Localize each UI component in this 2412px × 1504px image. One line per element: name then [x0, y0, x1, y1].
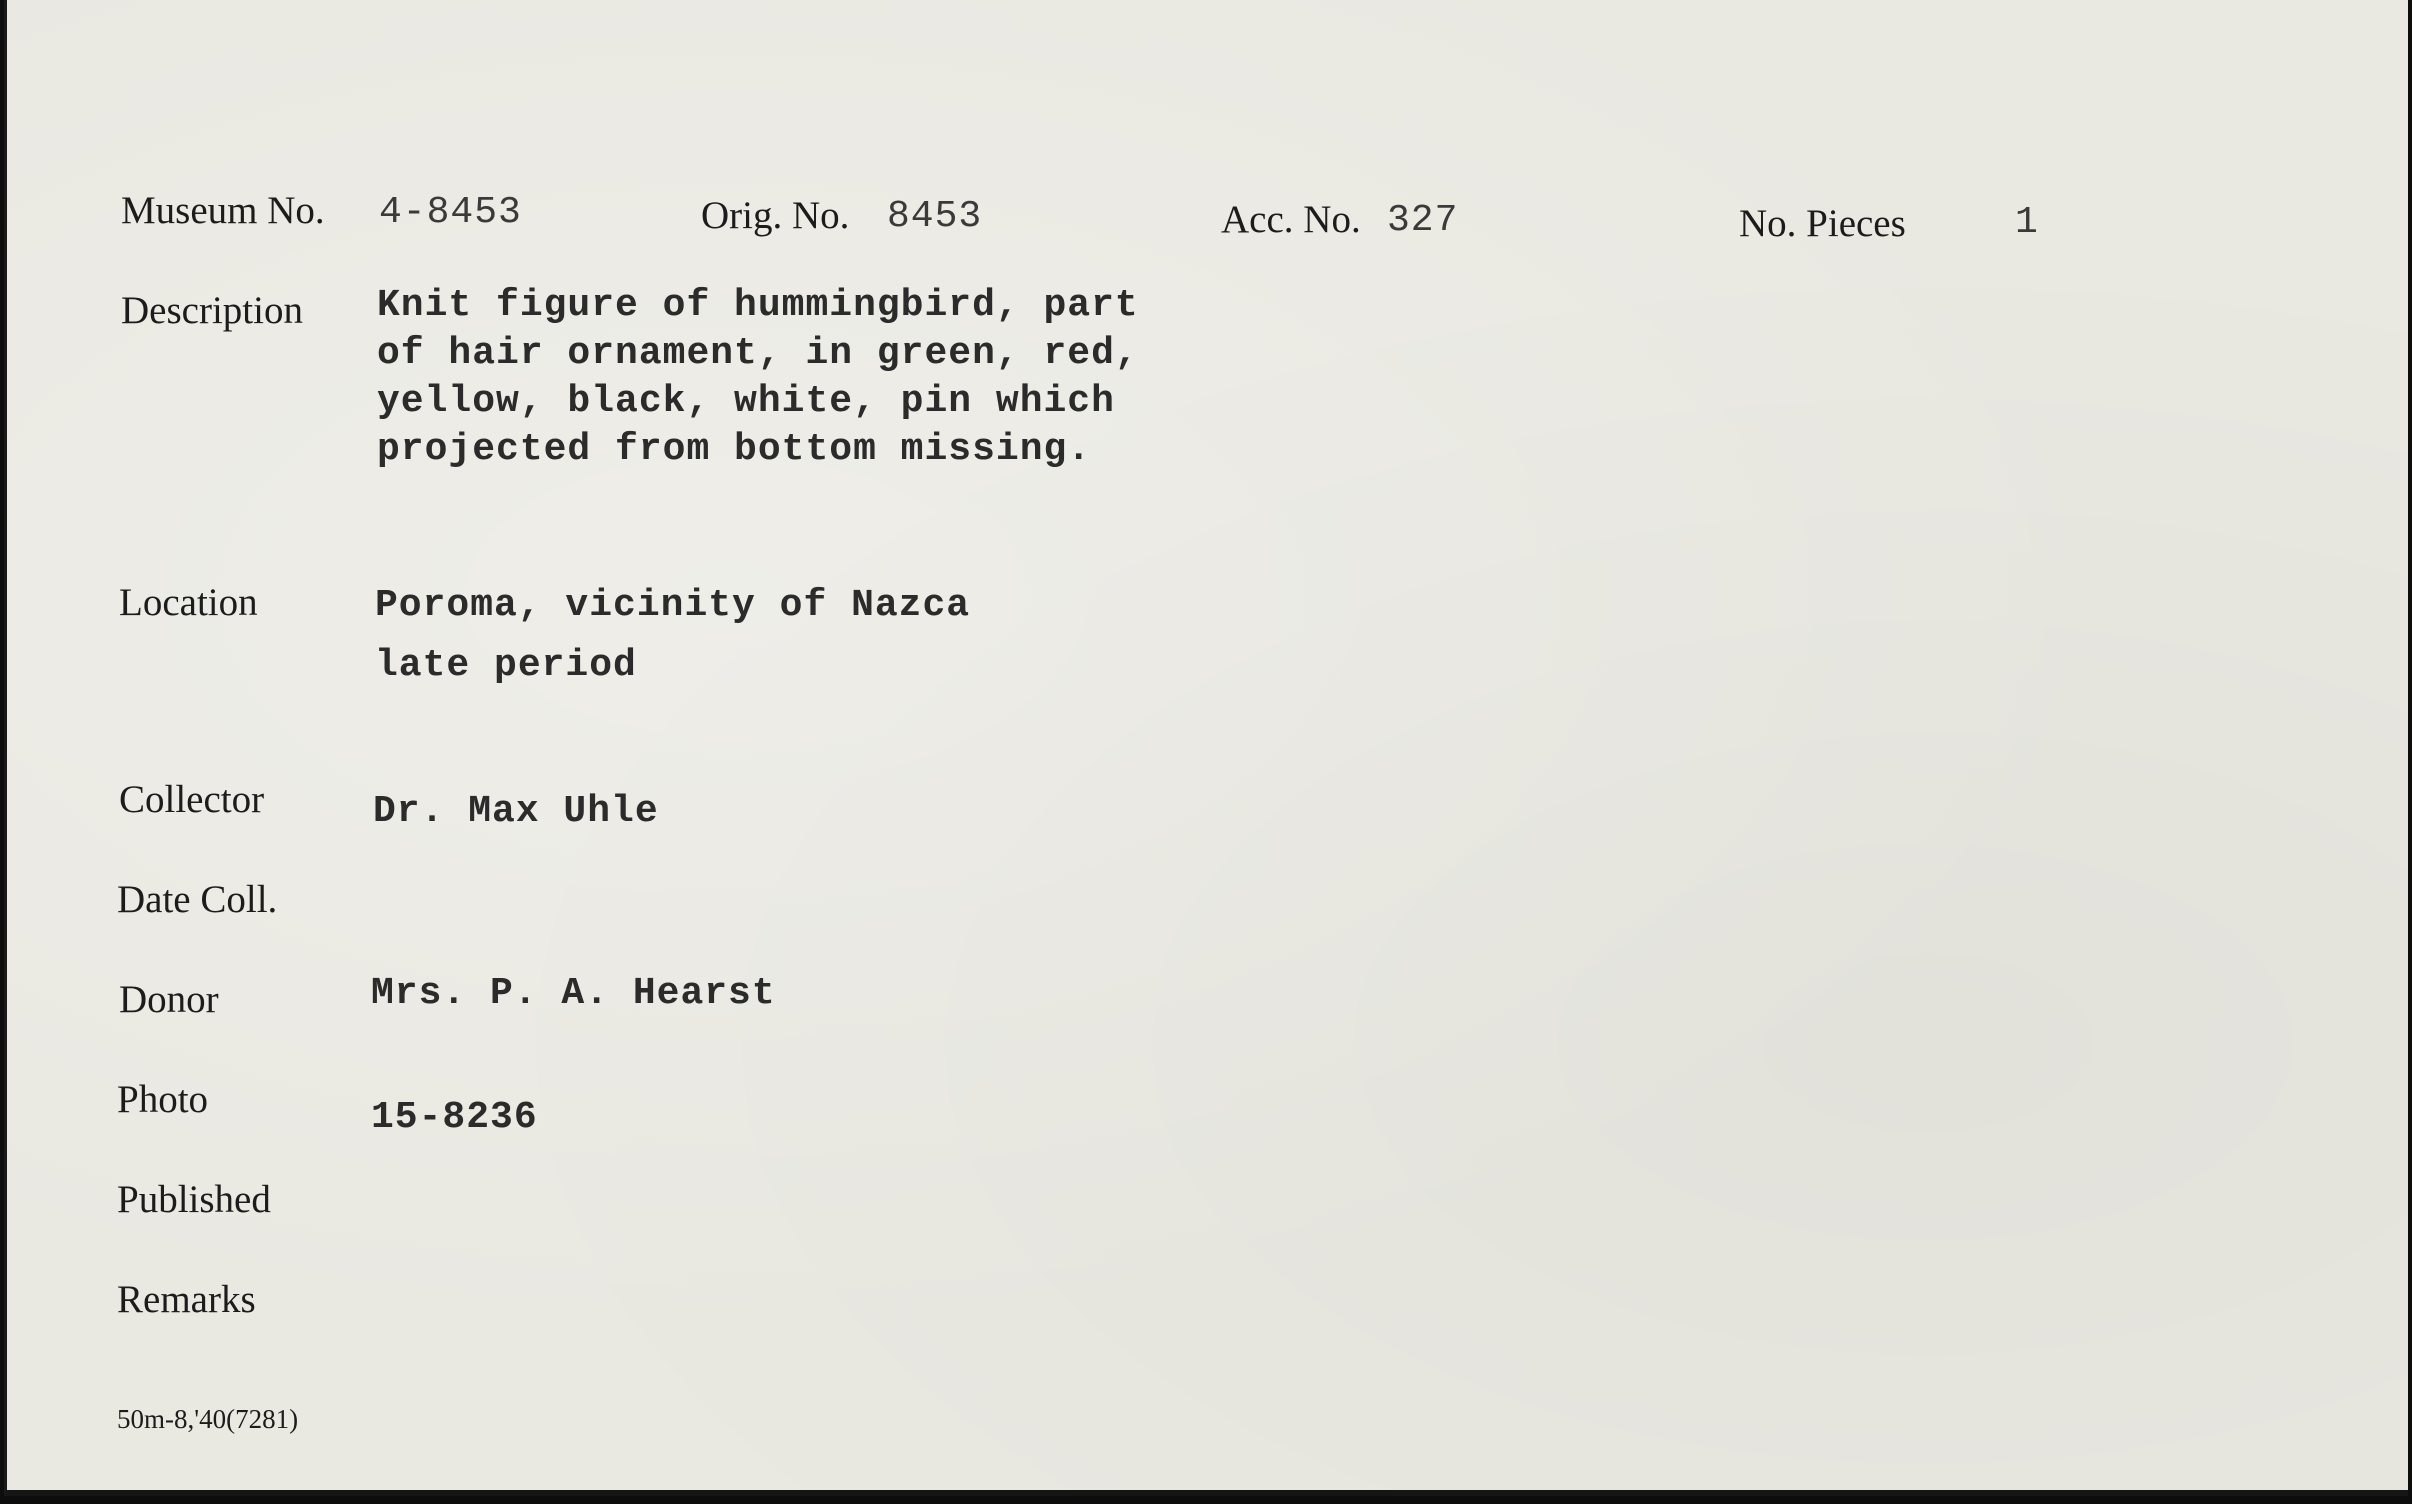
description-label: Description: [121, 289, 303, 332]
published-label: Published: [117, 1178, 271, 1221]
donor-value: Mrs. P. A. Hearst: [371, 972, 776, 1015]
photo-label: Photo: [117, 1078, 209, 1121]
pieces-label: No. Pieces: [1739, 202, 1906, 245]
collector-label: Collector: [119, 778, 265, 821]
orig-no-value: 8453: [887, 195, 983, 238]
location-line-1: Poroma, vicinity of Nazca: [375, 584, 971, 627]
description-text: [377, 282, 1139, 474]
collector-value: Dr. Max Uhle: [373, 790, 659, 833]
description-line: projected from bottom missing.: [377, 428, 1092, 471]
donor-label: Donor: [119, 978, 219, 1021]
date-coll-label: Date Coll.: [117, 878, 278, 921]
location-label: Location: [119, 581, 258, 624]
location-line-2: late period: [375, 644, 637, 687]
description-line: of hair ornament, in green, red,: [377, 332, 1139, 375]
museum-no-label: Museum No.: [121, 189, 325, 232]
pieces-value: 1: [2015, 201, 2039, 244]
photo-value: 15-8236: [371, 1096, 538, 1139]
acc-no-label: Acc. No.: [1221, 198, 1361, 241]
acc-no-value: 327: [1387, 199, 1459, 242]
orig-no-label: Orig. No.: [701, 194, 850, 237]
remarks-label: Remarks: [117, 1278, 256, 1321]
description-line: yellow, black, white, pin which: [377, 380, 1115, 423]
catalog-card: [4, 0, 2408, 1496]
print-code: 50m-8,'40(7281): [117, 1404, 299, 1434]
museum-no-value: 4-8453: [379, 191, 522, 234]
description-line: Knit figure of hummingbird, part: [377, 284, 1139, 327]
